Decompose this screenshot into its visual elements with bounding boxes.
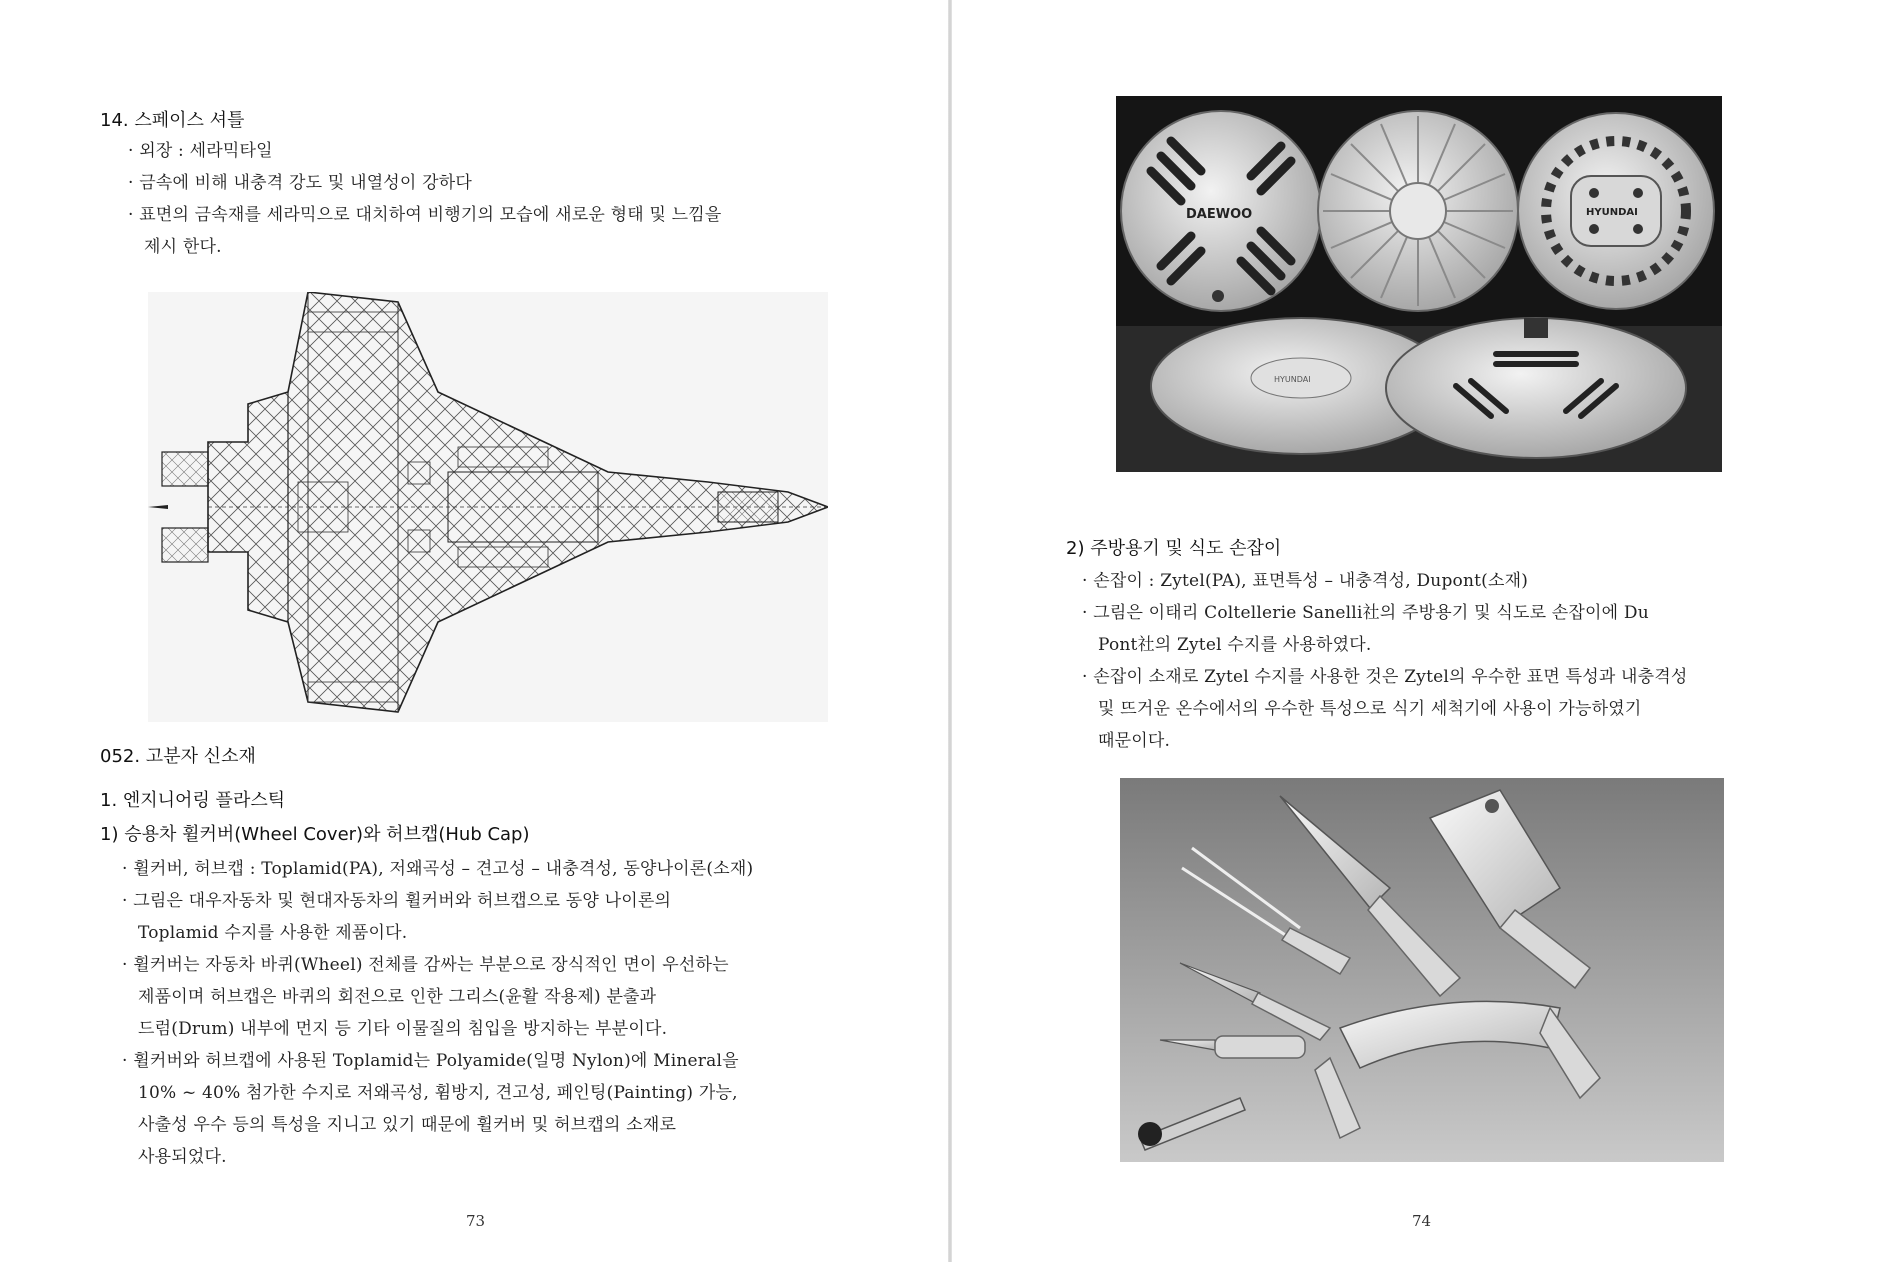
section-14-heading: 14. 스페이스 셔틀 bbox=[100, 110, 245, 131]
page-number-right: 74 bbox=[1412, 1212, 1432, 1230]
body-line: 드럼(Drum) 내부에 먼지 등 기타 이물질의 침입을 방지하는 부분이다. bbox=[138, 1019, 668, 1039]
body-line: 및 뜨거운 온수에서의 우수한 특성으로 식기 세척기에 사용이 가능하였기 bbox=[1098, 699, 1642, 719]
body-line: 제품이며 허브캡은 바퀴의 회전으로 인한 그리스(윤활 작용제) 분출과 bbox=[138, 987, 657, 1007]
hyundai-logo-text: HYUNDAI bbox=[1586, 207, 1638, 218]
space-shuttle-drawing bbox=[148, 292, 828, 722]
wheel-covers-photo bbox=[1116, 96, 1722, 472]
hyundai-logo-text: HYUNDAI bbox=[1274, 375, 1311, 384]
body-line: 사출성 우수 등의 특성을 지니고 있기 때문에 휠커버 및 허브캡의 소재로 bbox=[138, 1115, 677, 1135]
body-line: Pont社의 Zytel 수지를 사용하였다. bbox=[1098, 635, 1372, 655]
subsection-1-heading: 1. 엔지니어링 플라스틱 bbox=[100, 790, 286, 811]
section-14-bullet-2: · 금속에 비해 내충격 강도 및 내열성이 강하다 bbox=[128, 173, 473, 193]
body-line: 때문이다. bbox=[1098, 731, 1171, 751]
body-line: · 휠커버는 자동차 바퀴(Wheel) 전체를 감싸는 부분으로 장식적인 면이 우선하는 bbox=[122, 955, 729, 975]
body-line: · 그림은 이태리 Coltellerie Sanelli社의 주방용기 및 식도로 손잡이에 Du bbox=[1082, 603, 1649, 623]
page-number-left: 73 bbox=[466, 1212, 486, 1230]
body-line: · 휠커버와 허브캡에 사용된 Toplamid는 Polyamide(일명 Nylon)에 Mineral을 bbox=[122, 1051, 739, 1071]
section-052-heading: 052. 고분자 신소재 bbox=[100, 746, 256, 767]
section-14-bullet-3-cont: 제시 한다. bbox=[144, 237, 222, 257]
left-page bbox=[0, 0, 948, 1262]
section-14-bullet-3: · 표면의 금속재를 세라믹으로 대치하여 비행기의 모습에 새로운 형태 및 느낌을 bbox=[128, 205, 722, 225]
body-line: 사용되었다. bbox=[138, 1147, 227, 1167]
body-line: · 손잡이 소재로 Zytel 수지를 사용한 것은 Zytel의 우수한 표면 특성과 내충격성 bbox=[1082, 667, 1688, 687]
body-line: · 손잡이 : Zytel(PA), 표면특성 – 내충격성, Dupont(소재) bbox=[1082, 571, 1529, 591]
body-line: · 휠커버, 허브캡 : Toplamid(PA), 저왜곡성 – 견고성 – 내충격성, 동양나이론(소재) bbox=[122, 859, 754, 879]
body-line: Toplamid 수지를 사용한 제품이다. bbox=[138, 923, 408, 943]
body-line: 10% ~ 40% 첨가한 수지로 저왜곡성, 휨방지, 견고성, 페인팅(Painting) 가능, bbox=[138, 1083, 738, 1103]
section-14-bullet-1: · 외장 : 세라믹타일 bbox=[128, 141, 273, 161]
section-2-heading: 2) 주방용기 및 식도 손잡이 bbox=[1066, 538, 1282, 559]
kitchen-knives-photo bbox=[1120, 778, 1724, 1162]
body-line: · 그림은 대우자동차 및 현대자동차의 휠커버와 허브캡으로 동양 나이론의 bbox=[122, 891, 672, 911]
subsection-1-1-heading: 1) 승용차 휠커버(Wheel Cover)와 허브캡(Hub Cap) bbox=[100, 824, 530, 845]
daewoo-logo-text: DAEWOO bbox=[1186, 207, 1253, 222]
right-page bbox=[952, 0, 1900, 1262]
